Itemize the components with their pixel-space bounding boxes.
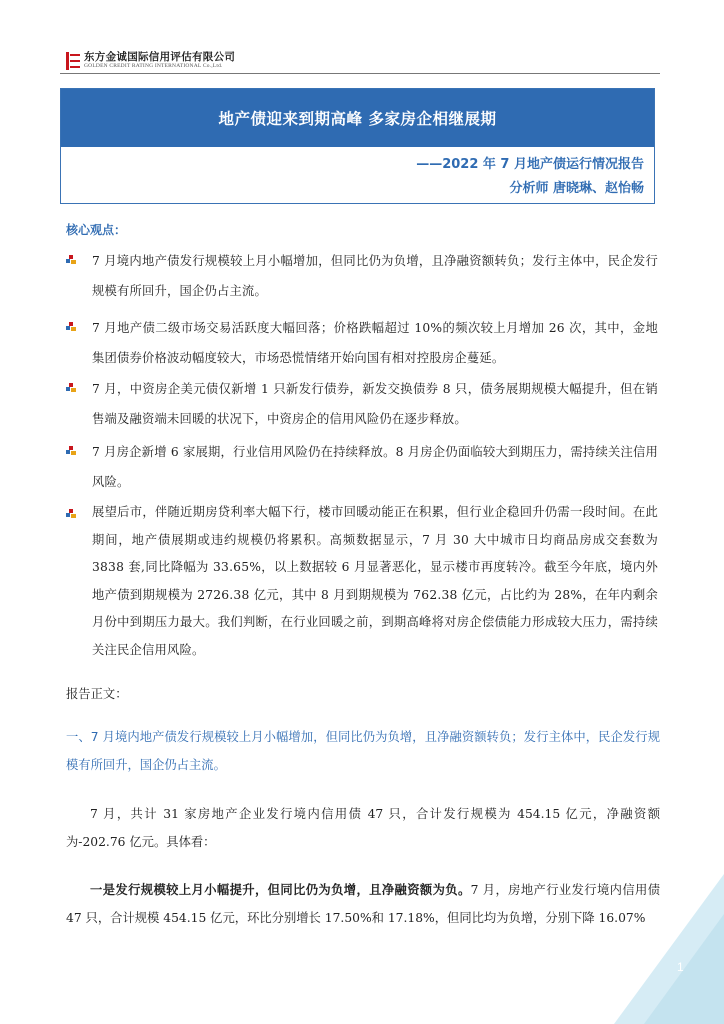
- header-divider: [60, 73, 660, 74]
- body-paragraph-1: 7 月，共计 31 家房地产企业发行境内信用债 47 只，合计发行规模为 454.15 亿元，净融资额为-202.76 亿元。具体看：: [66, 807, 660, 849]
- body-paragraph-2-lead: 一是发行规模较上月小幅提升，但同比仍为负增，且净融资额为负。: [90, 882, 471, 897]
- core-bullet-4: 7 月房企新增 6 家展期，行业信用风险仍在持续释放。8 月房企仍面临较大到期压力，需持续关注信用风险。: [92, 445, 658, 489]
- logo-mark-icon: [66, 52, 80, 70]
- section-1-heading: 一、7 月境内地产债发行规模较上月小幅增加，但同比仍为负增，且净融资额转负；发行主体中，民企发行规模有所回升，国企仍占主流。: [66, 730, 660, 772]
- corner-decoration: [614, 874, 724, 1024]
- body-paragraph-2-text: 7 月，房地产行业发行境内信用债 47 只，合计规模 454.15 亿元，环比分别增长 17.50%和 17.18%，但同比均为负增，分别下降 16.07%: [66, 883, 660, 925]
- diamond-bullet-icon: [66, 383, 76, 393]
- core-views-heading: 核心观点：: [66, 223, 127, 237]
- report-analysts: 分析师 唐晓琳、赵怡畅: [509, 181, 644, 196]
- report-subtitle: ——2022 年 7 月地产债运行情况报告: [416, 157, 644, 172]
- core-bullet-3: 7 月，中资房企美元债仅新增 1 只新发行债券，新发交换债券 8 只，债务展期规模大幅提升，但在销售端及融资端未回暖的状况下，中资房企的信用风险仍在逐步释放。: [92, 382, 658, 426]
- company-logo: [66, 52, 235, 70]
- company-name-en: GOLDEN CREDIT RATING INTERNATIONAL Co.,Ltd.: [84, 63, 223, 69]
- title-bar: [61, 89, 654, 147]
- core-bullet-5: 展望后市，伴随近期房贷利率大幅下行，楼市回暖动能正在积累，但行业企稳回升仍需一段时间。在此期间，地产债展期或违约规模仍将累积。高频数据显示，7 月 30 大中城市日均商品房成交套数为 3838 套,同比降幅为 33.65%，以上数据较 6 月显著恶化，显示楼市再度转冷。截至今年底，境内外地产债到期规模为 2726.38 亿元，其中 8 月到期规模为 762.38 亿元，占比约为 28%，在年内剩余月份中到期压力最大。我们判断，在行业回暖之前，到期高峰将对房企偿债能力形成较大压力，需持续关注民企信用风险。: [92, 505, 658, 657]
- body-paragraph-2: [66, 876, 660, 932]
- report-title-box: [60, 88, 655, 204]
- page-number: 1: [677, 960, 684, 974]
- core-bullet-2: 7 月地产债二级市场交易活跃度大幅回落；价格跌幅超过 10%的频次较上月增加 26 次，其中，金地集团债券价格波动幅度较大，市场恐慌情绪开始向国有相对控股房企蔓延。: [92, 321, 658, 365]
- company-name-cn: 东方金诚国际信用评估有限公司: [84, 51, 236, 63]
- core-bullet-1: 7 月境内地产债发行规模较上月小幅增加，但同比仍为负增，且净融资额转负；发行主体中，民企发行规模有所回升，国企仍占主流。: [92, 254, 658, 298]
- diamond-bullet-icon: [66, 255, 76, 265]
- report-body-label: 报告正文：: [66, 687, 128, 701]
- report-title: 地产债迎来到期高峰 多家房企相继展期: [218, 110, 497, 128]
- diamond-bullet-icon: [66, 446, 76, 456]
- diamond-bullet-icon: [66, 322, 76, 332]
- diamond-bullet-icon: [66, 509, 76, 519]
